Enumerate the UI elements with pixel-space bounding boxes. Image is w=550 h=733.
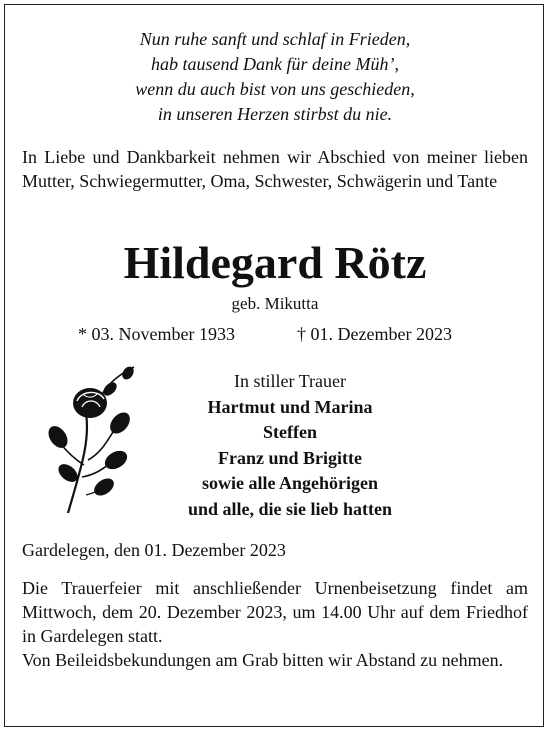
mourners-block: [130, 369, 450, 522]
mourners-intro: In stiller Trauer: [234, 371, 346, 391]
rose-icon: [46, 365, 141, 515]
poem-line: in unseren Herzen stirbst du nie.: [157, 104, 393, 124]
poem-line: Nun ruhe sanft und schlaf in Frieden,: [139, 29, 411, 49]
place-date: Gardelegen, den 01. Dezember 2023: [22, 540, 286, 560]
poem-line: hab tausend Dank für deine Müh’,: [151, 54, 399, 74]
mourner-name: Steffen: [263, 422, 317, 442]
deceased-name: Hildegard Rötz: [123, 237, 427, 288]
mourner-name: Franz und Brigitte: [218, 447, 362, 468]
poem: [0, 27, 550, 127]
mourner-name: Hartmut und Marina: [207, 396, 373, 417]
funeral-details: Die Trauerfeier mit anschließender Urnenbeisetzung findet am Mittwoch, dem 20. Dezember 2023, um 14.00 Uhr auf dem Friedhof in Gardelegen statt.: [22, 578, 528, 646]
death-date: † 01. Dezember 2023: [297, 324, 452, 344]
funeral-notice: [22, 576, 528, 672]
intro-text: In Liebe und Dankbarkeit nehmen wir Abschied von meiner lieben Mutter, Schwiegermutter, Oma, Schwester, Schwägerin und Tante: [22, 147, 528, 191]
birth-name: geb. Mikutta: [231, 294, 319, 313]
mourner-name: und alle, die sie lieb hatten: [187, 498, 393, 519]
mourner-name: sowie alle Angehörigen: [202, 473, 378, 493]
birth-date: * 03. November 1933: [78, 324, 235, 344]
condolence-request: Von Beileidsbekundungen am Grab bitten wir Abstand zu nehmen.: [22, 650, 504, 670]
poem-line: wenn du auch bist von uns geschieden,: [135, 79, 415, 99]
